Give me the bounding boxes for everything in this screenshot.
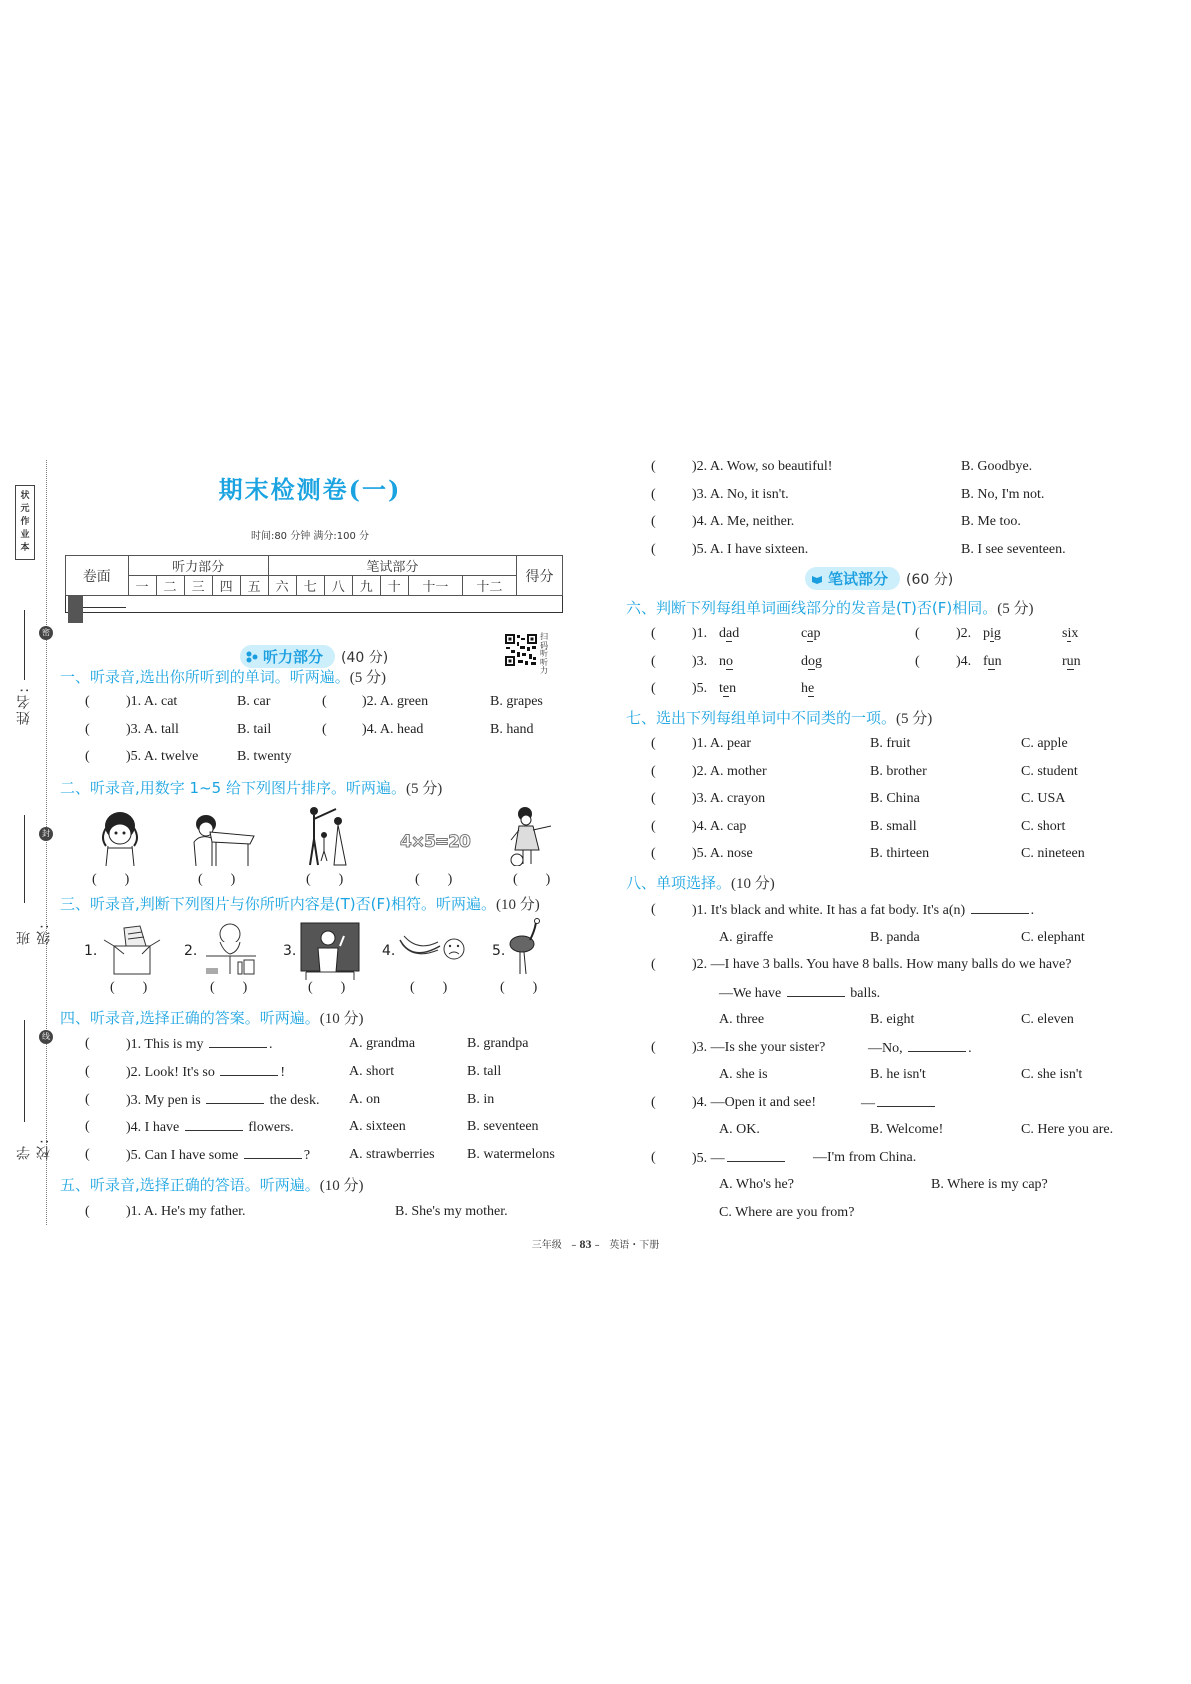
subject-label: 英语・下册 xyxy=(609,1240,660,1251)
book-icon xyxy=(811,573,823,585)
name-label: 姓名: xyxy=(16,686,32,725)
qr-caption: 扫 码 听 听 力 xyxy=(540,632,548,676)
answer-paren[interactable]: ( xyxy=(85,694,90,709)
paper-label: 卷面 xyxy=(66,556,129,596)
pic-number: 4. xyxy=(382,943,396,959)
writing-points: (60 分) xyxy=(906,571,954,588)
section-3-heading: 三、听录音,判断下列图片与你所听内容是(T)否(F)相符。听两遍。(10 分) xyxy=(60,895,540,913)
answer-paren[interactable]: ( ) xyxy=(308,980,346,995)
answer-paren[interactable]: ( xyxy=(322,694,327,709)
answer-paren[interactable]: ( ) xyxy=(306,872,344,887)
writing-label: 笔试部分 xyxy=(268,556,516,576)
section-6-heading: 六、判断下列每组单词画线部分的发音是(T)否(F)相同。(5 分) xyxy=(626,599,1034,617)
answer-paren[interactable]: ( ) xyxy=(92,872,130,887)
col-header: 一 xyxy=(128,576,156,596)
brand-label: 状 元 作 业 本 xyxy=(15,485,35,560)
section-7-heading: 七、选出下列每组单词中不同类的一项。(5 分) xyxy=(626,709,933,727)
qr-code-icon[interactable] xyxy=(504,633,538,667)
answer-paren[interactable]: ( xyxy=(85,1036,90,1051)
fill-blank[interactable] xyxy=(209,1036,267,1048)
answer-paren[interactable]: ( xyxy=(85,1119,90,1134)
section-1-heading: 一、听录音,选出你所听到的单词。听两遍。(5 分) xyxy=(60,668,387,686)
col-header: 九 xyxy=(352,576,380,596)
seal-feng-icon: 封 xyxy=(39,827,53,841)
school-field[interactable] xyxy=(14,1020,52,1160)
answer-paren[interactable]: ( xyxy=(651,626,656,641)
answer-paren[interactable]: ( xyxy=(651,514,656,529)
score-table xyxy=(65,555,563,613)
ostrich-picture xyxy=(506,918,546,978)
class-field[interactable] xyxy=(14,815,52,945)
answer-paren[interactable]: ( ) xyxy=(415,872,453,887)
pic-number: 2. xyxy=(184,943,198,959)
school-label: 学校: xyxy=(16,1137,52,1160)
box-with-books-picture xyxy=(102,924,162,976)
col-header: 十二 xyxy=(462,576,516,596)
page-number: 83 xyxy=(579,1237,592,1251)
class-label: 班级: xyxy=(16,922,52,945)
fill-blank[interactable] xyxy=(727,1150,785,1162)
total-label: 得分 xyxy=(517,556,563,596)
answer-paren[interactable]: ( xyxy=(322,722,327,737)
col-header: 四 xyxy=(212,576,240,596)
answer-paren[interactable]: ( xyxy=(85,1147,90,1162)
answer-paren[interactable]: ( ) xyxy=(198,872,236,887)
col-header: 二 xyxy=(156,576,184,596)
pic-number: 3. xyxy=(283,943,297,959)
bananas-sad-face-picture xyxy=(398,932,468,966)
page-footer: 三年级 – 83 – 英语・下册 xyxy=(531,1237,660,1251)
col-header: 十一 xyxy=(408,576,462,596)
teacher-at-blackboard-picture xyxy=(300,922,360,980)
listening-badge: 听力部分 xyxy=(240,645,335,668)
boy-at-desk-picture xyxy=(186,812,256,866)
listening-points: (40 分) xyxy=(341,649,389,666)
fill-blank[interactable] xyxy=(971,902,1029,914)
exam-info: 时间:80 分钟 满分:100 分 xyxy=(250,531,370,542)
answer-paren[interactable]: ( xyxy=(915,654,920,669)
pic-number: 5. xyxy=(492,943,506,959)
answer-paren[interactable]: ( xyxy=(651,902,656,917)
headphones-dots-icon xyxy=(246,651,258,663)
score-cell[interactable] xyxy=(82,597,83,623)
answer-paren[interactable]: ( xyxy=(651,764,656,779)
answer-paren[interactable]: ( xyxy=(651,459,656,474)
seal-xian-icon: 线 xyxy=(39,1030,53,1044)
col-header: 七 xyxy=(296,576,324,596)
answer-paren[interactable]: ( xyxy=(651,1150,656,1165)
col-header: 八 xyxy=(324,576,352,596)
binding-dotted-line xyxy=(46,460,47,1225)
listening-label: 听力部分 xyxy=(128,556,268,576)
grade-label: 三年级 xyxy=(531,1240,562,1251)
bear-on-desk-picture xyxy=(202,922,260,978)
fill-blank[interactable] xyxy=(877,1095,935,1107)
answer-paren[interactable]: ( xyxy=(651,846,656,861)
fill-blank[interactable] xyxy=(220,1064,278,1076)
answer-paren[interactable]: ( xyxy=(651,736,656,751)
section-2-heading: 二、听录音,用数字 1~5 给下列图片排序。听两遍。(5 分) xyxy=(60,779,443,797)
answer-paren[interactable]: ( xyxy=(651,957,656,972)
school-input-line[interactable] xyxy=(24,1020,25,1122)
name-field[interactable] xyxy=(14,610,36,740)
listening-part-header xyxy=(240,645,388,668)
section-4-heading: 四、听录音,选择正确的答案。听两遍。(10 分) xyxy=(60,1009,364,1027)
writing-part-header xyxy=(805,567,953,590)
name-input-line[interactable] xyxy=(24,610,25,680)
math-equation-picture: 4×5=20 xyxy=(400,832,470,852)
answer-paren[interactable]: ( ) xyxy=(210,980,248,995)
writing-badge: 笔试部分 xyxy=(805,567,900,590)
answer-paren[interactable]: ( xyxy=(651,1095,656,1110)
girl-touching-head-picture xyxy=(92,808,148,866)
fill-blank[interactable] xyxy=(787,985,845,997)
page-title: 期末检测卷(一) xyxy=(218,475,402,504)
seal-mi-icon: 密 xyxy=(39,626,53,640)
answer-paren[interactable]: ( ) xyxy=(110,980,148,995)
answer-paren[interactable]: ( xyxy=(651,487,656,502)
family-picture xyxy=(302,805,352,867)
answer-paren[interactable]: ( xyxy=(651,1040,656,1055)
answer-paren[interactable]: ( ) xyxy=(500,980,538,995)
pic-number: 1. xyxy=(84,943,98,959)
class-input-line[interactable] xyxy=(24,815,25,903)
section-5-heading: 五、听录音,选择正确的答语。听两遍。(10 分) xyxy=(60,1176,364,1194)
girl-with-ball-picture xyxy=(505,806,555,866)
fill-blank[interactable] xyxy=(185,1119,243,1131)
section-8-heading: 八、单项选择。(10 分) xyxy=(626,874,775,892)
answer-paren[interactable]: ( xyxy=(651,819,656,834)
col-header: 六 xyxy=(268,576,296,596)
answer-paren[interactable]: ( ) xyxy=(410,980,448,995)
answer-paren[interactable]: ( xyxy=(85,722,90,737)
answer-paren[interactable]: ( xyxy=(85,749,90,764)
col-header: 三 xyxy=(184,576,212,596)
answer-paren[interactable]: ( xyxy=(85,1092,90,1107)
answer-paren[interactable]: ( xyxy=(651,654,656,669)
col-header: 五 xyxy=(240,576,268,596)
answer-paren[interactable]: ( ) xyxy=(513,872,551,887)
answer-paren[interactable]: ( xyxy=(85,1064,90,1079)
col-header: 十 xyxy=(380,576,408,596)
fill-blank[interactable] xyxy=(206,1092,264,1104)
answer-paren[interactable]: ( xyxy=(651,681,656,696)
fill-blank[interactable] xyxy=(244,1147,302,1159)
answer-paren[interactable]: ( xyxy=(651,542,656,557)
answer-paren[interactable]: ( xyxy=(915,626,920,641)
answer-paren[interactable]: ( xyxy=(85,1204,90,1219)
answer-paren[interactable]: ( xyxy=(651,791,656,806)
fill-blank[interactable] xyxy=(908,1040,966,1052)
